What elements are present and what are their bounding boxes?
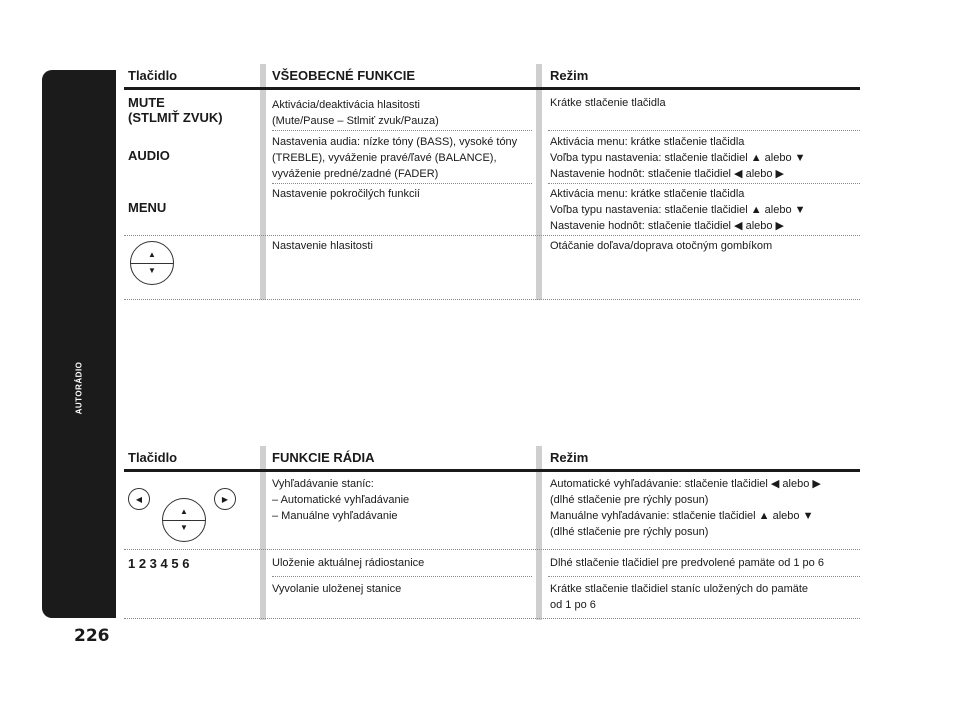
row-separator — [124, 618, 860, 619]
header-function: FUNKCIE RÁDIA — [272, 450, 375, 465]
page-number: 226 — [74, 626, 110, 646]
general-functions-table — [124, 64, 860, 304]
button-audio-label: AUDIO — [128, 148, 170, 163]
radio-functions-table — [124, 446, 860, 626]
arrow-up-icon: ▲ — [180, 507, 188, 516]
row-separator — [272, 576, 532, 577]
store-function: Uloženie aktuálnej rádiostanice — [272, 557, 425, 569]
seek-function: Vyhľadávanie staníc: – Automatické vyhľadávanie – Manuálne vyhľadávanie — [272, 478, 410, 522]
row-separator — [548, 576, 860, 577]
header-mode: Režim — [550, 450, 589, 465]
chapter-sidebar — [42, 70, 116, 618]
knob-divider — [163, 520, 205, 521]
recall-function: Vyvolanie uloženej stanice — [272, 583, 402, 595]
row-separator — [272, 183, 532, 184]
arrow-down-icon: ▼ — [180, 523, 188, 532]
arrow-down-icon: ▼ — [148, 266, 156, 275]
column-bar-2 — [536, 446, 542, 620]
button-mute-label: MUTE (STLMIŤ ZVUK) — [128, 95, 223, 125]
mute-mode: Krátke stlačenie tlačidla — [550, 97, 666, 109]
seek-left-button-icon — [128, 488, 150, 510]
audio-function: Nastavenia audia: nízke tóny (BASS), vysoké tóny (TREBLE), vyváženie pravé/ľavé (BALANCE), vyváženie predné/zadné (FADER) — [272, 136, 518, 180]
mute-function: Aktivácia/deaktivácia hlasitosti (Mute/Pause – Stlmiť zvuk/Pauza) — [272, 99, 439, 127]
column-bar-2 — [536, 64, 542, 300]
column-bar-1 — [260, 64, 266, 300]
tune-knob-icon — [162, 498, 206, 542]
row-separator — [548, 130, 860, 131]
arrow-up-icon: ▲ — [148, 250, 156, 259]
menu-function: Nastavenie pokročilých funkcií — [272, 188, 420, 200]
knob-divider — [131, 263, 173, 264]
row-separator — [124, 235, 860, 236]
volume-knob-icon — [130, 241, 174, 285]
preset-buttons-label: 1 2 3 4 5 6 — [128, 556, 190, 571]
row-separator — [272, 130, 532, 131]
header-rule — [124, 87, 860, 90]
arrow-right-icon: ▶ — [221, 494, 229, 504]
volume-mode: Otáčanie doľava/doprava otočným gombíkom — [550, 240, 773, 252]
header-button: Tlačidlo — [128, 68, 178, 83]
audio-mode: Aktivácia menu: krátke stlačenie tlačidla Voľba typu nastavenia: stlačenie tlačidiel ▲ alebo ▼ Nastavenie hodnôt: stlačenie tlačidiel ◀ alebo ▶ — [550, 136, 806, 180]
button-menu-label: MENU — [128, 200, 167, 215]
column-bar-1 — [260, 446, 266, 620]
header-mode: Režim — [550, 68, 589, 83]
header-rule — [124, 469, 860, 472]
chapter-label: AUTORÁDIO — [74, 361, 84, 415]
seek-right-button-icon — [214, 488, 236, 510]
header-function: VŠEOBECNÉ FUNKCIE — [272, 68, 416, 83]
header-button: Tlačidlo — [128, 450, 178, 465]
menu-mode: Aktivácia menu: krátke stlačenie tlačidla Voľba typu nastavenia: stlačenie tlačidiel ▲ alebo ▼ Nastavenie hodnôt: stlačenie tlačidiel ◀ alebo ▶ — [550, 188, 806, 232]
volume-function: Nastavenie hlasitosti — [272, 240, 373, 252]
store-mode: Dlhé stlačenie tlačidiel pre predvolené pamäte od 1 po 6 — [550, 557, 824, 569]
row-separator — [124, 549, 860, 550]
arrow-left-icon: ◀ — [135, 494, 143, 504]
row-separator — [124, 299, 860, 300]
row-separator — [548, 183, 860, 184]
recall-mode: Krátke stlačenie tlačidiel staníc uložených do pamäte od 1 po 6 — [550, 583, 809, 611]
seek-mode: Automatické vyhľadávanie: stlačenie tlačidiel ◀ alebo ▶ (dlhé stlačenie pre rýchly posun) Manuálne vyhľadávanie: stlačenie tlačidiel ▲ alebo ▼ (dlhé stlačenie pre rýchly posun) — [550, 478, 821, 538]
